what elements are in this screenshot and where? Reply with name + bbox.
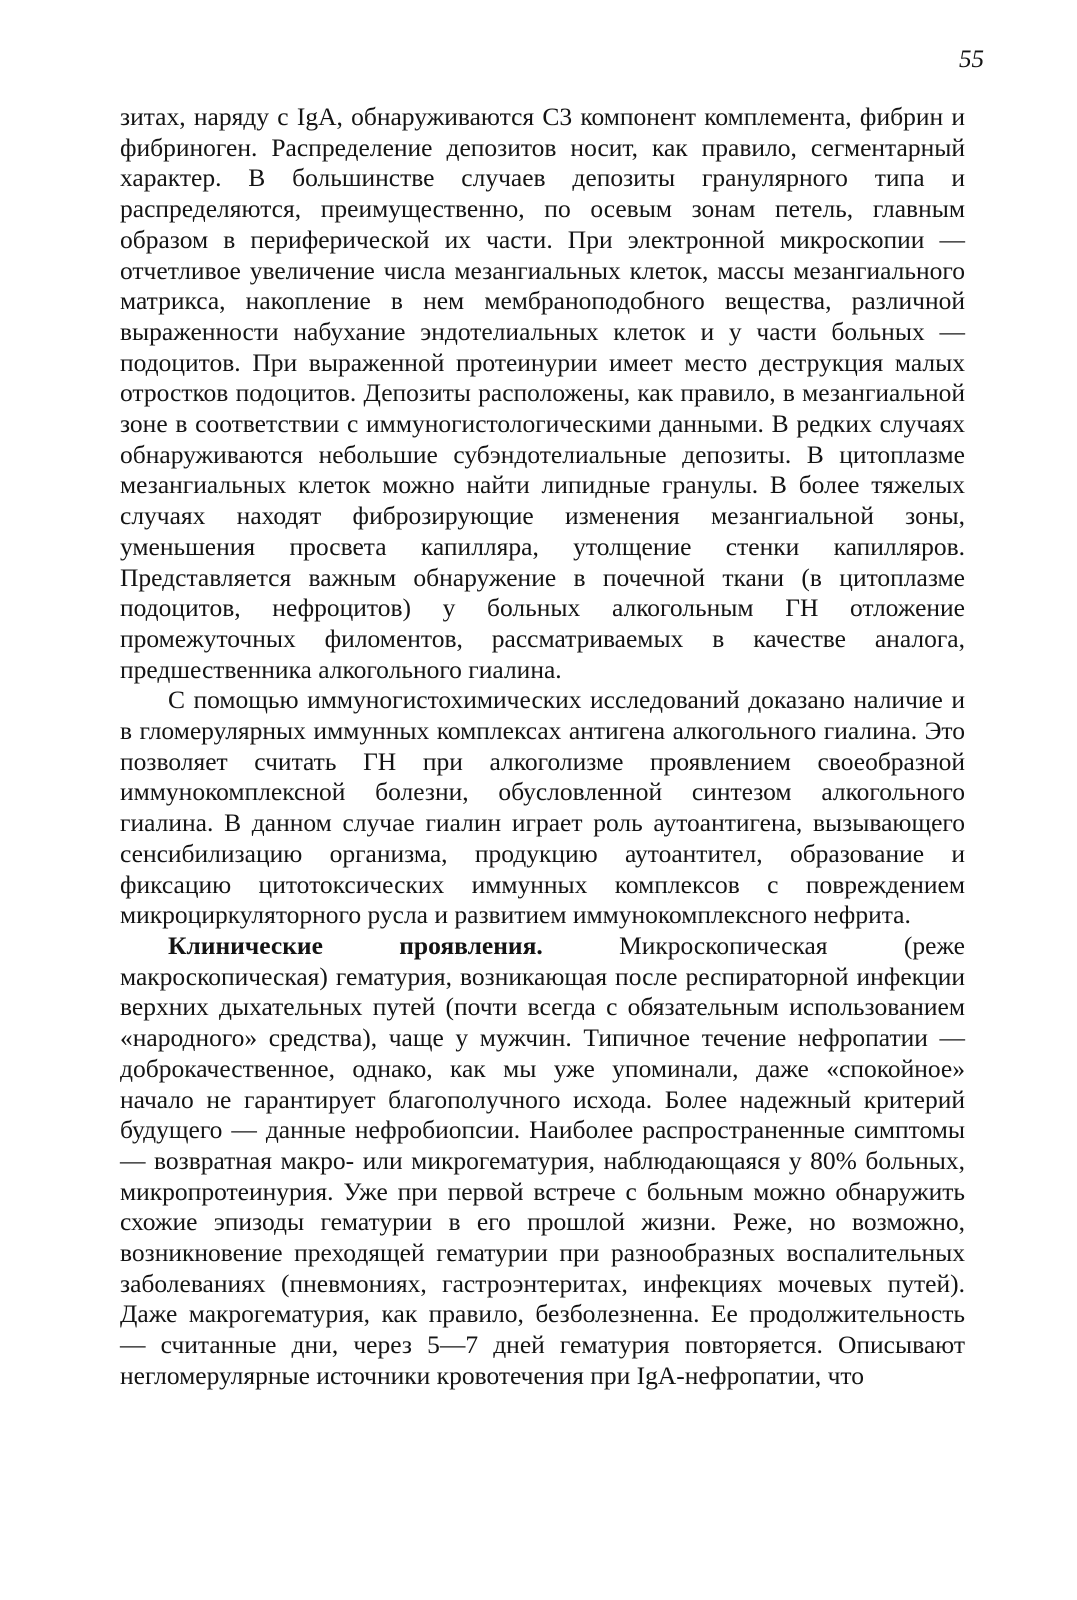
main-text bbox=[120, 102, 965, 1392]
page-number: 55 bbox=[959, 46, 984, 73]
paragraph-3 bbox=[120, 931, 965, 1392]
paragraph-3-text: Микроскопическая (реже макроскопическая) гематурия, возникающая после респираторной инфекции верхних дыхательных путей (почти всегда с обязательным использованием «народного» средства), чаще у мужчин. Типичное течение нефропатии — доброкачественное, однако, как мы уже упоминали, даже «спокойное» начало не гарантирует благополучного исхода. Более надежный критерий будущего — данные нефробиопсии. Наиболее распространенные симптомы — возвратная макро- или микрогематурия, наблюдающаяся у 80% больных, микропротеинурия. Уже при первой встрече с больным можно обнаружить схожие эпизоды гематурии в его прошлой жизни. Реже, но возможно, возникновение преходящей гематурии при разнообразных воспалительных заболеваниях (пневмониях, гастроэнтеритах, инфекциях мочевых путей). Даже макрогематурия, как правило, безболезненна. Ее продолжительность — считанные дни, через 5—7 дней гематурия повторяется. Описывают негломерулярные источники кровотечения при IgA-нефропатии, что bbox=[120, 930, 965, 1390]
section-heading: Клинические проявления. bbox=[168, 930, 543, 960]
paragraph-1: зитах, наряду с IgA, обнаруживаются С3 компонент комплемента, фибрин и фибриноген. Распределение депозитов носит, как правило, сегментарный характер. В большинстве случаев депозиты гранулярного типа и распределяются, преимущественно, по осевым зонам петель, главным образом в периферической их части. При электронной микроскопии — отчетливое увеличение числа мезангиальных клеток, массы мезангиального матрикса, накопление в нем мембраноподобного вещества, различной выраженности набухание эндотелиальных клеток и у части больных — подоцитов. При выраженной протеинурии имеет место деструкция малых отростков подоцитов. Депозиты расположены, как правило, в мезангиальной зоне в соответствии с иммуногистологическими данными. В редких случаях обнаруживаются небольшие субэндотелиальные депозиты. В цитоплазме мезангиальных клеток можно найти липидные гранулы. В более тяжелых случаях находят фиброзирующие изменения мезангиальной зоны, уменьшения просвета капилляра, утолщение стенки капилляров. Представляется важным обнаружение в почечной ткани (в цитоплазме подоцитов, нефроцитов) у больных алкогольным ГН отложение промежуточных филоментов, рассматриваемых в качестве аналога, предшественника алкогольного гиалина. bbox=[120, 102, 965, 684]
paragraph-2: С помощью иммуногистохимических исследований доказано наличие и в гломерулярных иммунных комплексах антигена алкогольного гиалина. Это позволяет считать ГН при алкоголизме проявлением своеобразной иммунокомплексной болезни, обусловленной синтезом алкогольного гиалина. В данном случае гиалин играет роль аутоантигена, вызывающего сенсибилизацию организма, продукцию аутоантител, образование и фиксацию цитотоксических иммунных комплексов с повреждением микроциркуляторного русла и развитием иммунокомплексного нефрита. bbox=[120, 685, 965, 930]
